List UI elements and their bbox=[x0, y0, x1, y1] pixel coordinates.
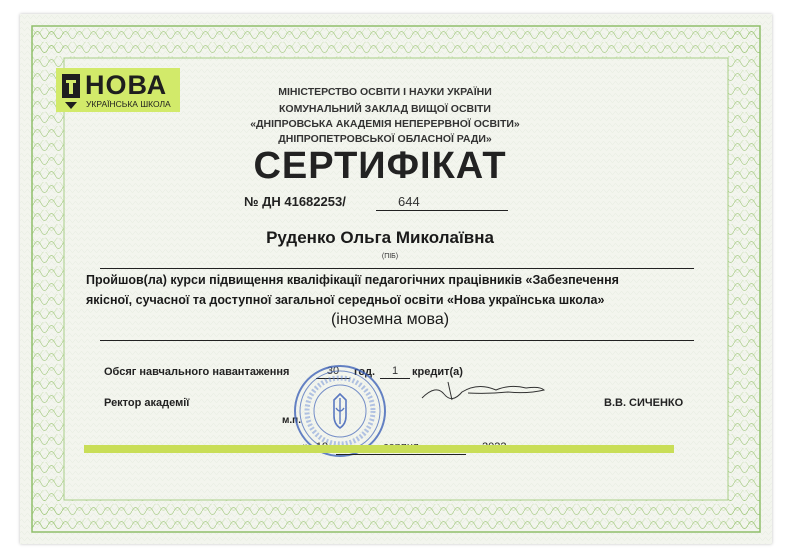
name-caption: (ПІБ) bbox=[381, 253, 399, 260]
hours-unit: год. bbox=[354, 366, 376, 378]
signature-icon bbox=[418, 378, 548, 406]
logo-triangle-icon bbox=[65, 102, 77, 109]
recipient-name: Руденко Ольга Миколаївна bbox=[266, 228, 494, 247]
council-line: ДНІПРОПЕТРОВСЬКОЇ ОБЛАСНОЇ РАДИ» bbox=[278, 133, 492, 145]
workload-label: Обсяг навчального навантаження bbox=[104, 366, 290, 378]
signatory-role: Ректор академії bbox=[104, 397, 190, 409]
course-subject: (іноземна мова) bbox=[330, 311, 450, 328]
logo-word: НОВА bbox=[85, 70, 168, 100]
workload-hours: 30 bbox=[316, 365, 350, 379]
institution-line: КОМУНАЛЬНИЙ ЗАКЛАД ВИЩОЇ ОСВІТИ bbox=[279, 103, 491, 115]
signatory-name: В.В. СИЧЕНКО bbox=[604, 397, 684, 409]
academy-line: «ДНІПРОВСЬКА АКАДЕМІЯ НЕПЕРЕРВНОЇ ОСВІТИ» bbox=[250, 118, 520, 130]
number-value-text: 644 bbox=[398, 194, 420, 209]
certificate-number-label: № ДН 41682253/ bbox=[244, 194, 346, 209]
nush-logo-icon bbox=[62, 74, 80, 98]
nush-logo bbox=[56, 68, 180, 112]
accent-bar bbox=[84, 445, 674, 453]
subject-underline bbox=[100, 340, 694, 341]
workload-credits: 1 bbox=[380, 365, 410, 379]
name-underline bbox=[100, 268, 694, 269]
logo-subtitle: УКРАЇНСЬКА ШКОЛА bbox=[86, 99, 171, 109]
certificate-number-value bbox=[376, 194, 508, 211]
credits-unit: кредит(а) bbox=[412, 366, 463, 378]
course-line-1: Пройшов(ла) курси підвищення кваліфікації педагогічних працівників «Забезпечення bbox=[86, 273, 619, 287]
stamp-place: м.п. bbox=[282, 415, 301, 426]
ministry-line: МІНІСТЕРСТВО ОСВІТИ І НАУКИ УКРАЇНИ bbox=[278, 86, 492, 98]
certificate-title: СЕРТИФІКАТ bbox=[253, 145, 507, 187]
course-line-2: якісної, сучасної та доступної загальної середньої освіти «Нова українська школа» bbox=[86, 293, 605, 307]
course-description bbox=[86, 270, 706, 310]
